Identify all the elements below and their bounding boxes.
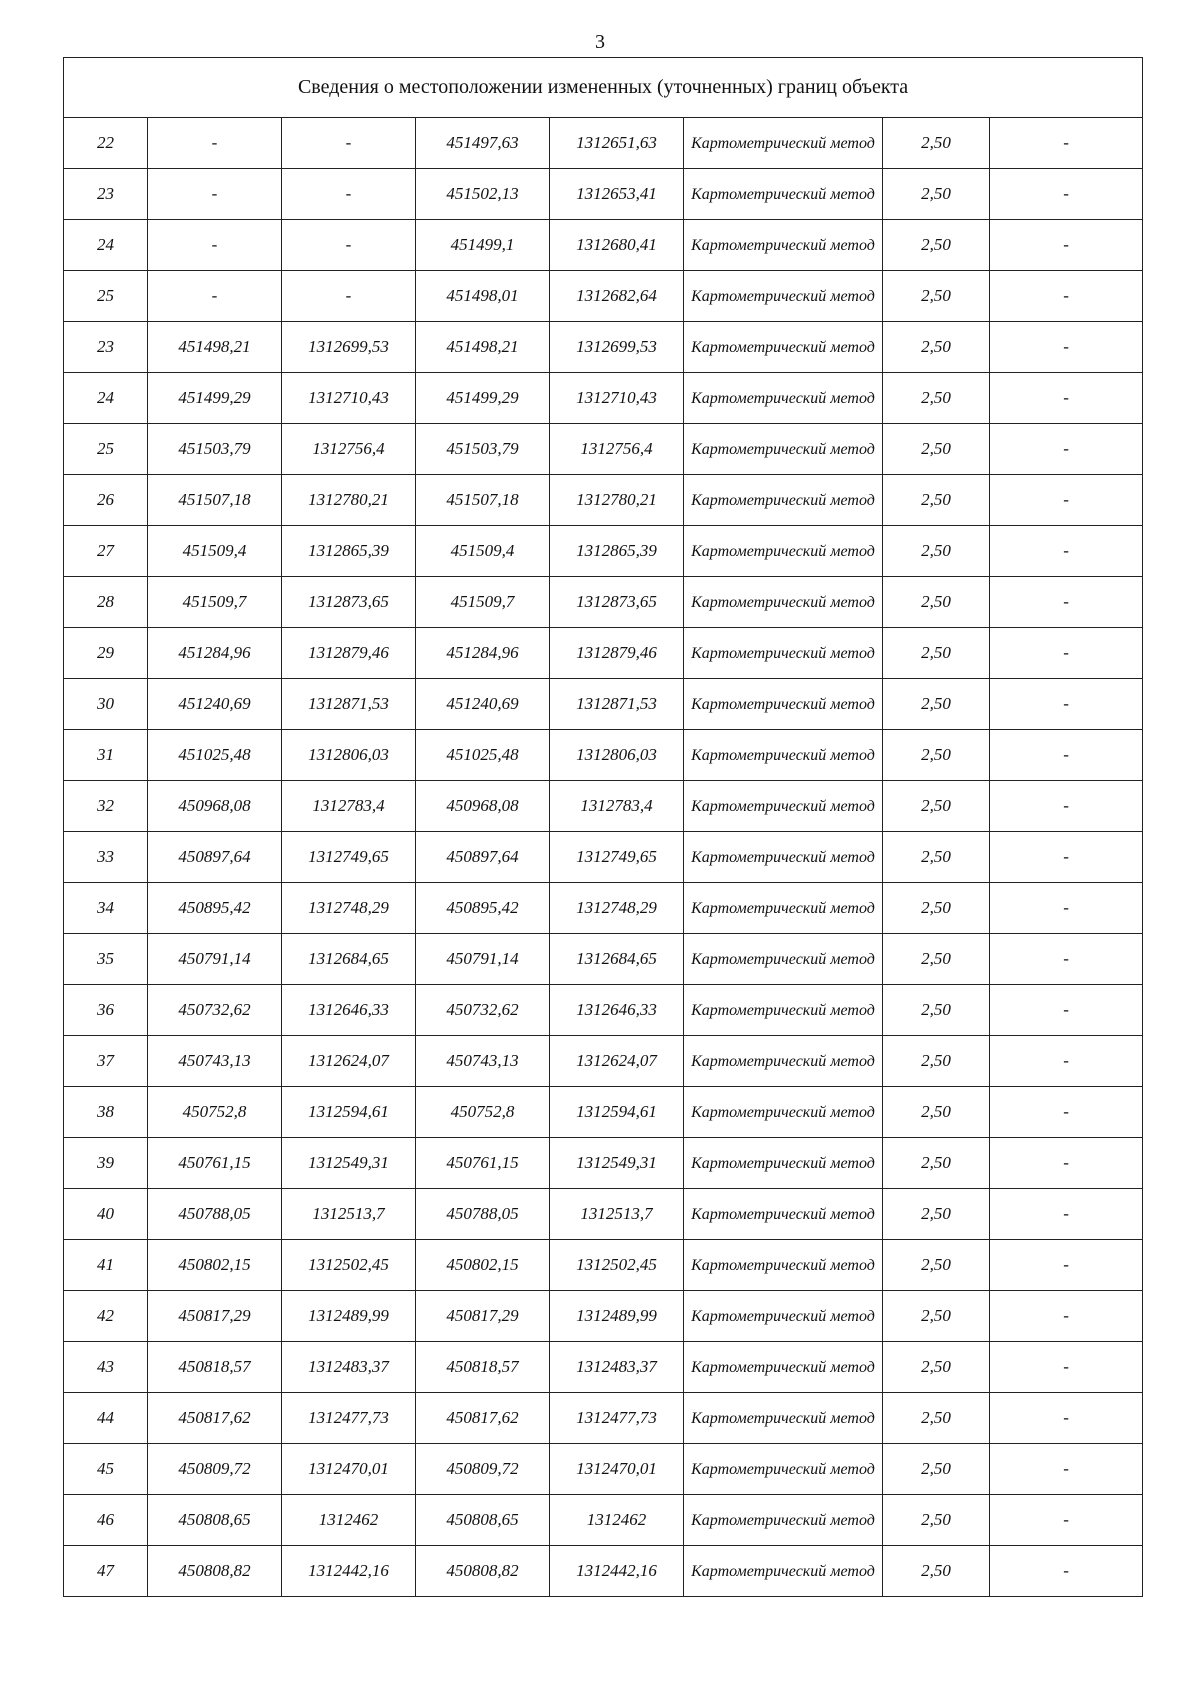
new-y-cell: 1312442,16 [550, 1546, 684, 1597]
method-cell: Картометрический метод [684, 169, 883, 220]
old-x-cell: 451503,79 [148, 424, 282, 475]
description-cell: - [990, 1291, 1143, 1342]
new-y-cell: 1312873,65 [550, 577, 684, 628]
new-x-cell: 451499,29 [416, 373, 550, 424]
accuracy-cell: 2,50 [883, 1189, 990, 1240]
description-cell: - [990, 169, 1143, 220]
point-number-cell: 25 [64, 424, 148, 475]
new-y-cell: 1312502,45 [550, 1240, 684, 1291]
new-x-cell: 451507,18 [416, 475, 550, 526]
accuracy-cell: 2,50 [883, 883, 990, 934]
method-cell: Картометрический метод [684, 1087, 883, 1138]
table-row [64, 373, 1143, 424]
old-x-cell: - [148, 169, 282, 220]
page-number: 3 [595, 31, 605, 53]
old-x-cell: 450743,13 [148, 1036, 282, 1087]
old-x-cell: 451240,69 [148, 679, 282, 730]
new-x-cell: 451497,63 [416, 118, 550, 169]
old-y-cell: 1312624,07 [282, 1036, 416, 1087]
new-y-cell: 1312865,39 [550, 526, 684, 577]
table-row [64, 730, 1143, 781]
old-y-cell: - [282, 118, 416, 169]
method-cell: Картометрический метод [684, 373, 883, 424]
old-y-cell: 1312871,53 [282, 679, 416, 730]
new-x-cell: 450788,05 [416, 1189, 550, 1240]
old-y-cell: 1312549,31 [282, 1138, 416, 1189]
point-number-cell: 24 [64, 220, 148, 271]
new-y-cell: 1312513,7 [550, 1189, 684, 1240]
accuracy-cell: 2,50 [883, 781, 990, 832]
accuracy-cell: 2,50 [883, 577, 990, 628]
table-row [64, 271, 1143, 322]
new-x-cell: 451498,21 [416, 322, 550, 373]
new-x-cell: 450809,72 [416, 1444, 550, 1495]
new-x-cell: 451509,4 [416, 526, 550, 577]
method-cell: Картометрический метод [684, 1444, 883, 1495]
old-x-cell: 451507,18 [148, 475, 282, 526]
table-row [64, 475, 1143, 526]
table-row [64, 169, 1143, 220]
new-x-cell: 451284,96 [416, 628, 550, 679]
description-cell: - [990, 220, 1143, 271]
old-x-cell: 450895,42 [148, 883, 282, 934]
method-cell: Картометрический метод [684, 730, 883, 781]
table-row [64, 577, 1143, 628]
description-cell: - [990, 1495, 1143, 1546]
old-y-cell: 1312710,43 [282, 373, 416, 424]
old-y-cell: 1312462 [282, 1495, 416, 1546]
table-row [64, 781, 1143, 832]
description-cell: - [990, 1189, 1143, 1240]
new-x-cell: 450808,65 [416, 1495, 550, 1546]
method-cell: Картометрический метод [684, 271, 883, 322]
method-cell: Картометрический метод [684, 475, 883, 526]
new-y-cell: 1312871,53 [550, 679, 684, 730]
description-cell: - [990, 322, 1143, 373]
accuracy-cell: 2,50 [883, 1546, 990, 1597]
new-y-cell: 1312756,4 [550, 424, 684, 475]
new-x-cell: 451503,79 [416, 424, 550, 475]
old-y-cell: - [282, 271, 416, 322]
point-number-cell: 47 [64, 1546, 148, 1597]
old-x-cell: - [148, 220, 282, 271]
method-cell: Картометрический метод [684, 985, 883, 1036]
point-number-cell: 46 [64, 1495, 148, 1546]
old-x-cell: 450752,8 [148, 1087, 282, 1138]
old-y-cell: 1312489,99 [282, 1291, 416, 1342]
new-x-cell: 450818,57 [416, 1342, 550, 1393]
accuracy-cell: 2,50 [883, 271, 990, 322]
old-y-cell: 1312749,65 [282, 832, 416, 883]
description-cell: - [990, 118, 1143, 169]
method-cell: Картометрический метод [684, 1342, 883, 1393]
new-y-cell: 1312749,65 [550, 832, 684, 883]
table-row [64, 526, 1143, 577]
new-y-cell: 1312653,41 [550, 169, 684, 220]
old-x-cell: - [148, 118, 282, 169]
new-x-cell: 451499,1 [416, 220, 550, 271]
description-cell: - [990, 577, 1143, 628]
description-cell: - [990, 1087, 1143, 1138]
method-cell: Картометрический метод [684, 1393, 883, 1444]
old-y-cell: 1312483,37 [282, 1342, 416, 1393]
point-number-cell: 24 [64, 373, 148, 424]
new-x-cell: 450817,29 [416, 1291, 550, 1342]
table-row [64, 1495, 1143, 1546]
method-cell: Картометрический метод [684, 934, 883, 985]
old-x-cell: - [148, 271, 282, 322]
old-x-cell: 450802,15 [148, 1240, 282, 1291]
accuracy-cell: 2,50 [883, 424, 990, 475]
new-x-cell: 450752,8 [416, 1087, 550, 1138]
old-y-cell: 1312879,46 [282, 628, 416, 679]
old-x-cell: 450808,82 [148, 1546, 282, 1597]
new-y-cell: 1312594,61 [550, 1087, 684, 1138]
method-cell: Картометрический метод [684, 577, 883, 628]
new-x-cell: 450895,42 [416, 883, 550, 934]
description-cell: - [990, 373, 1143, 424]
point-number-cell: 23 [64, 169, 148, 220]
description-cell: - [990, 832, 1143, 883]
new-y-cell: 1312710,43 [550, 373, 684, 424]
old-y-cell: 1312873,65 [282, 577, 416, 628]
description-cell: - [990, 628, 1143, 679]
table-row [64, 1444, 1143, 1495]
new-x-cell: 450802,15 [416, 1240, 550, 1291]
new-y-cell: 1312470,01 [550, 1444, 684, 1495]
old-y-cell: - [282, 169, 416, 220]
accuracy-cell: 2,50 [883, 730, 990, 781]
table-row [64, 1240, 1143, 1291]
table-row [64, 628, 1143, 679]
old-x-cell: 450791,14 [148, 934, 282, 985]
table-row [64, 1291, 1143, 1342]
table-row [64, 1393, 1143, 1444]
new-y-cell: 1312549,31 [550, 1138, 684, 1189]
point-number-cell: 42 [64, 1291, 148, 1342]
method-cell: Картометрический метод [684, 322, 883, 373]
point-number-cell: 29 [64, 628, 148, 679]
accuracy-cell: 2,50 [883, 1087, 990, 1138]
accuracy-cell: 2,50 [883, 1036, 990, 1087]
old-x-cell: 450808,65 [148, 1495, 282, 1546]
point-number-cell: 44 [64, 1393, 148, 1444]
accuracy-cell: 2,50 [883, 1342, 990, 1393]
old-y-cell: 1312748,29 [282, 883, 416, 934]
new-y-cell: 1312680,41 [550, 220, 684, 271]
new-y-cell: 1312483,37 [550, 1342, 684, 1393]
old-y-cell: 1312684,65 [282, 934, 416, 985]
point-number-cell: 39 [64, 1138, 148, 1189]
accuracy-cell: 2,50 [883, 985, 990, 1036]
description-cell: - [990, 1444, 1143, 1495]
new-y-cell: 1312646,33 [550, 985, 684, 1036]
method-cell: Картометрический метод [684, 220, 883, 271]
old-x-cell: 450732,62 [148, 985, 282, 1036]
table-row [64, 118, 1143, 169]
description-cell: - [990, 1393, 1143, 1444]
method-cell: Картометрический метод [684, 526, 883, 577]
old-y-cell: 1312806,03 [282, 730, 416, 781]
description-cell: - [990, 934, 1143, 985]
table-row [64, 424, 1143, 475]
old-y-cell: 1312646,33 [282, 985, 416, 1036]
new-y-cell: 1312699,53 [550, 322, 684, 373]
new-y-cell: 1312477,73 [550, 1393, 684, 1444]
old-y-cell: 1312513,7 [282, 1189, 416, 1240]
new-y-cell: 1312783,4 [550, 781, 684, 832]
method-cell: Картометрический метод [684, 1189, 883, 1240]
new-x-cell: 450968,08 [416, 781, 550, 832]
table-row [64, 1087, 1143, 1138]
method-cell: Картометрический метод [684, 1036, 883, 1087]
old-y-cell: 1312477,73 [282, 1393, 416, 1444]
point-number-cell: 35 [64, 934, 148, 985]
accuracy-cell: 2,50 [883, 679, 990, 730]
old-x-cell: 450818,57 [148, 1342, 282, 1393]
point-number-cell: 22 [64, 118, 148, 169]
new-y-cell: 1312624,07 [550, 1036, 684, 1087]
table-row [64, 1189, 1143, 1240]
table-row [64, 1036, 1143, 1087]
new-x-cell: 451025,48 [416, 730, 550, 781]
new-x-cell: 450732,62 [416, 985, 550, 1036]
new-x-cell: 450791,14 [416, 934, 550, 985]
description-cell: - [990, 679, 1143, 730]
point-number-cell: 33 [64, 832, 148, 883]
table-row [64, 1342, 1143, 1393]
table-row [64, 220, 1143, 271]
method-cell: Картометрический метод [684, 1291, 883, 1342]
description-cell: - [990, 526, 1143, 577]
accuracy-cell: 2,50 [883, 373, 990, 424]
old-x-cell: 451284,96 [148, 628, 282, 679]
new-y-cell: 1312489,99 [550, 1291, 684, 1342]
method-cell: Картометрический метод [684, 781, 883, 832]
accuracy-cell: 2,50 [883, 1444, 990, 1495]
point-number-cell: 36 [64, 985, 148, 1036]
description-cell: - [990, 883, 1143, 934]
old-x-cell: 450817,29 [148, 1291, 282, 1342]
accuracy-cell: 2,50 [883, 475, 990, 526]
old-y-cell: 1312783,4 [282, 781, 416, 832]
new-y-cell: 1312879,46 [550, 628, 684, 679]
description-cell: - [990, 1036, 1143, 1087]
description-cell: - [990, 781, 1143, 832]
accuracy-cell: 2,50 [883, 832, 990, 883]
description-cell: - [990, 1240, 1143, 1291]
point-number-cell: 25 [64, 271, 148, 322]
new-x-cell: 450817,62 [416, 1393, 550, 1444]
new-x-cell: 451502,13 [416, 169, 550, 220]
point-number-cell: 27 [64, 526, 148, 577]
new-x-cell: 450743,13 [416, 1036, 550, 1087]
table-row [64, 934, 1143, 985]
point-number-cell: 23 [64, 322, 148, 373]
point-number-cell: 31 [64, 730, 148, 781]
accuracy-cell: 2,50 [883, 1393, 990, 1444]
accuracy-cell: 2,50 [883, 220, 990, 271]
new-y-cell: 1312780,21 [550, 475, 684, 526]
method-cell: Картометрический метод [684, 1495, 883, 1546]
accuracy-cell: 2,50 [883, 1495, 990, 1546]
accuracy-cell: 2,50 [883, 1240, 990, 1291]
old-y-cell: 1312502,45 [282, 1240, 416, 1291]
table-title: Сведения о местоположении измененных (уточненных) границ объекта [64, 58, 1143, 118]
table-row [64, 1138, 1143, 1189]
accuracy-cell: 2,50 [883, 934, 990, 985]
method-cell: Картометрический метод [684, 832, 883, 883]
method-cell: Картометрический метод [684, 883, 883, 934]
point-number-cell: 28 [64, 577, 148, 628]
old-x-cell: 450761,15 [148, 1138, 282, 1189]
old-x-cell: 450788,05 [148, 1189, 282, 1240]
point-number-cell: 38 [64, 1087, 148, 1138]
new-y-cell: 1312651,63 [550, 118, 684, 169]
point-number-cell: 32 [64, 781, 148, 832]
method-cell: Картометрический метод [684, 424, 883, 475]
description-cell: - [990, 1342, 1143, 1393]
method-cell: Картометрический метод [684, 1546, 883, 1597]
old-x-cell: 451025,48 [148, 730, 282, 781]
new-y-cell: 1312682,64 [550, 271, 684, 322]
old-x-cell: 451509,4 [148, 526, 282, 577]
new-y-cell: 1312684,65 [550, 934, 684, 985]
point-number-cell: 41 [64, 1240, 148, 1291]
old-x-cell: 450897,64 [148, 832, 282, 883]
point-number-cell: 45 [64, 1444, 148, 1495]
old-y-cell: 1312780,21 [282, 475, 416, 526]
table-row [64, 1546, 1143, 1597]
method-cell: Картометрический метод [684, 679, 883, 730]
old-x-cell: 451509,7 [148, 577, 282, 628]
method-cell: Картометрический метод [684, 1138, 883, 1189]
old-y-cell: 1312442,16 [282, 1546, 416, 1597]
old-y-cell: 1312756,4 [282, 424, 416, 475]
description-cell: - [990, 985, 1143, 1036]
new-y-cell: 1312462 [550, 1495, 684, 1546]
new-x-cell: 450897,64 [416, 832, 550, 883]
old-y-cell: 1312594,61 [282, 1087, 416, 1138]
old-x-cell: 450817,62 [148, 1393, 282, 1444]
point-number-cell: 26 [64, 475, 148, 526]
description-cell: - [990, 271, 1143, 322]
new-x-cell: 450808,82 [416, 1546, 550, 1597]
new-x-cell: 451509,7 [416, 577, 550, 628]
old-x-cell: 451499,29 [148, 373, 282, 424]
method-cell: Картометрический метод [684, 628, 883, 679]
description-cell: - [990, 1546, 1143, 1597]
table-row [64, 985, 1143, 1036]
new-x-cell: 451240,69 [416, 679, 550, 730]
old-y-cell: - [282, 220, 416, 271]
point-number-cell: 40 [64, 1189, 148, 1240]
table-row [64, 322, 1143, 373]
new-x-cell: 450761,15 [416, 1138, 550, 1189]
old-y-cell: 1312865,39 [282, 526, 416, 577]
accuracy-cell: 2,50 [883, 169, 990, 220]
table-title-row [64, 58, 1143, 118]
old-y-cell: 1312470,01 [282, 1444, 416, 1495]
table-row [64, 832, 1143, 883]
description-cell: - [990, 475, 1143, 526]
point-number-cell: 37 [64, 1036, 148, 1087]
new-x-cell: 451498,01 [416, 271, 550, 322]
method-cell: Картометрический метод [684, 118, 883, 169]
point-number-cell: 30 [64, 679, 148, 730]
description-cell: - [990, 1138, 1143, 1189]
method-cell: Картометрический метод [684, 1240, 883, 1291]
table-row [64, 883, 1143, 934]
accuracy-cell: 2,50 [883, 526, 990, 577]
boundary-coordinates-table [63, 57, 1143, 1597]
old-y-cell: 1312699,53 [282, 322, 416, 373]
old-x-cell: 451498,21 [148, 322, 282, 373]
point-number-cell: 34 [64, 883, 148, 934]
accuracy-cell: 2,50 [883, 628, 990, 679]
point-number-cell: 43 [64, 1342, 148, 1393]
accuracy-cell: 2,50 [883, 322, 990, 373]
description-cell: - [990, 424, 1143, 475]
accuracy-cell: 2,50 [883, 118, 990, 169]
accuracy-cell: 2,50 [883, 1291, 990, 1342]
new-y-cell: 1312806,03 [550, 730, 684, 781]
accuracy-cell: 2,50 [883, 1138, 990, 1189]
new-y-cell: 1312748,29 [550, 883, 684, 934]
description-cell: - [990, 730, 1143, 781]
old-x-cell: 450809,72 [148, 1444, 282, 1495]
old-x-cell: 450968,08 [148, 781, 282, 832]
table-row [64, 679, 1143, 730]
